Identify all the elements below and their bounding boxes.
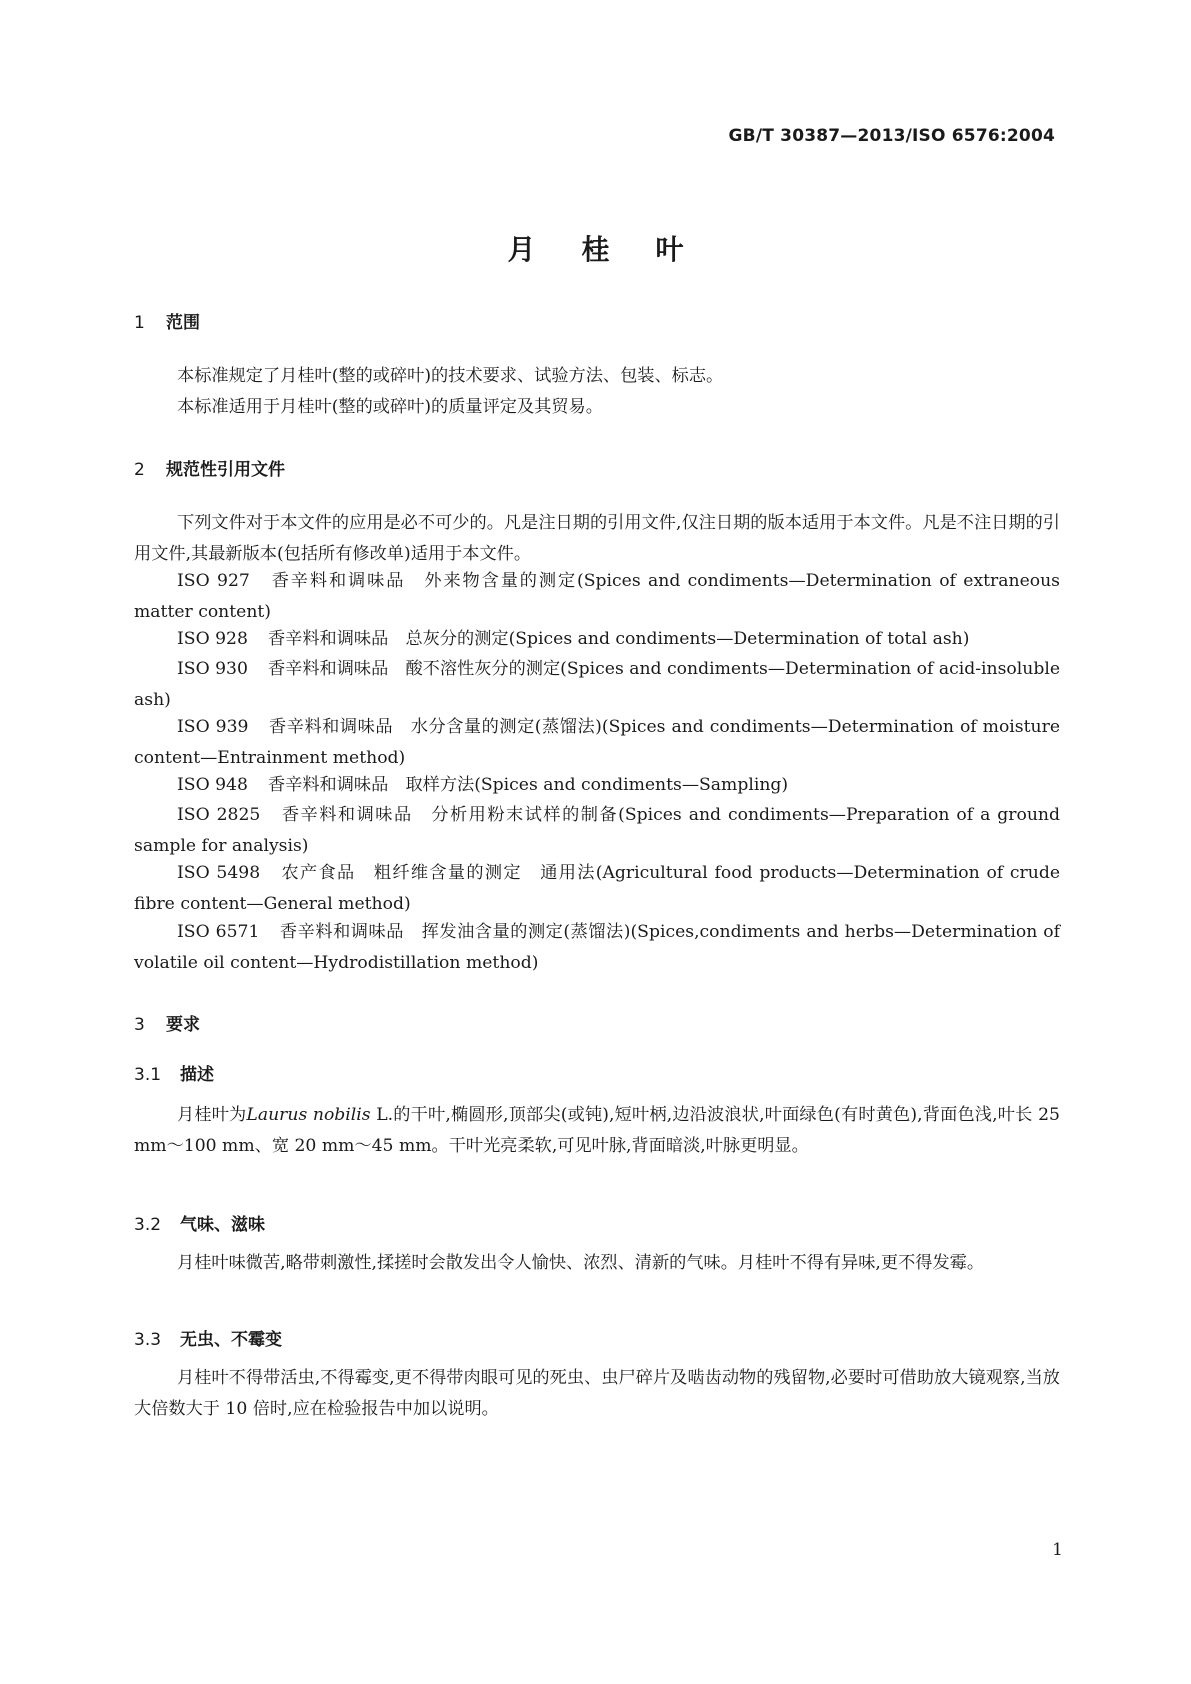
subsection-title: 描述: [180, 1065, 214, 1085]
section-2-heading: [134, 455, 285, 480]
subsection-3-1-heading: [134, 1060, 214, 1085]
section-title: 范围: [166, 313, 200, 333]
reference-text: 香辛料和调味品 挥发油含量的测定(蒸馏法)(Spices,condiments and herbs—Determination of volatile oil content—Hydrodistillation method): [134, 922, 1060, 973]
document-title: 月桂叶: [507, 233, 730, 266]
section-number: 1: [134, 313, 145, 333]
references-intro: 下列文件对于本文件的应用是必不可少的。凡是注日期的引用文件,仅注日期的版本适用于本文件。凡是不注日期的引用文件,其最新版本(包括所有修改单)适用于本文件。: [134, 513, 1060, 564]
reference-code: ISO 5498: [177, 863, 261, 883]
reference-item: [134, 654, 1060, 716]
reference-text: 香辛料和调味品 酸不溶性灰分的测定(Spices and condiments—Determination of acid-insoluble ash): [134, 659, 1060, 710]
subsection-number: 3.3: [134, 1330, 162, 1350]
reference-text: 香辛料和调味品 分析用粉末试样的制备(Spices and condiments—Preparation of a ground sample for analysis): [134, 805, 1060, 856]
latin-name: Laurus nobilis: [246, 1105, 371, 1125]
reference-text: 香辛料和调味品 取样方法(Spices and condiments—Sampling): [267, 775, 789, 795]
pest-free-paragraph: 月桂叶不得带活虫,不得霉变,更不得带肉眼可见的死虫、虫尸碎片及啮齿动物的残留物,必要时可借助放大镜观察,当放大倍数大于 10 倍时,应在检验报告中加以说明。: [134, 1368, 1060, 1419]
reference-item: [134, 800, 1060, 862]
subsection-title: 气味、滋味: [180, 1215, 265, 1235]
section-title: 要求: [166, 1015, 200, 1035]
subsection-number: 3.1: [134, 1065, 162, 1085]
scope-paragraph-2: 本标准适用于月桂叶(整的或碎叶)的质量评定及其贸易。: [177, 397, 603, 417]
reference-text: 香辛料和调味品 总灰分的测定(Spices and condiments—Determination of total ash): [267, 629, 970, 649]
page-number: 1: [1052, 1540, 1063, 1560]
reference-item: [134, 770, 1060, 801]
section-1-heading: [134, 308, 200, 333]
reference-text: 香辛料和调味品 外来物含量的测定(Spices and condiments—Determination of extraneous matter content): [134, 571, 1060, 622]
section-number: 3: [134, 1015, 145, 1035]
subsection-3-2-heading: [134, 1210, 265, 1235]
reference-item: [134, 858, 1060, 920]
section-number: 2: [134, 460, 145, 480]
description-paragraph: [134, 1100, 1060, 1162]
reference-code: ISO 930: [177, 659, 248, 679]
reference-text: 香辛料和调味品 水分含量的测定(蒸馏法)(Spices and condiments—Determination of moisture content—Entrainment method): [134, 717, 1060, 768]
reference-item: [134, 917, 1060, 979]
scope-paragraph-1: 本标准规定了月桂叶(整的或碎叶)的技术要求、试验方法、包装、标志。: [177, 366, 724, 386]
reference-text: 农产食品 粗纤维含量的测定 通用法(Agricultural food products—Determination of crude fibre content—General method): [134, 863, 1061, 914]
reference-code: ISO 6571: [177, 922, 260, 942]
description-text-rest: L.的干叶,椭圆形,顶部尖(或钝),短叶柄,边沿波浪状,叶面绿色(有时黄色),背面色浅,叶长 25 mm～100 mm、宽 20 mm～45 mm。干叶光亮柔软,可见叶脉,背面暗淡,叶脉更明显。: [134, 1105, 1060, 1156]
reference-code: ISO 928: [177, 629, 248, 649]
reference-item: [134, 712, 1060, 774]
section-title: 规范性引用文件: [166, 460, 285, 480]
reference-code: ISO 939: [177, 717, 249, 737]
reference-item: [134, 624, 1060, 655]
subsection-number: 3.2: [134, 1215, 162, 1235]
reference-code: ISO 2825: [177, 805, 261, 825]
description-text-start: 月桂叶为: [177, 1105, 247, 1125]
standard-code: GB/T 30387—2013/ISO 6576:2004: [728, 126, 1055, 146]
reference-item: [134, 566, 1060, 628]
reference-code: ISO 927: [177, 571, 250, 591]
reference-code: ISO 948: [177, 775, 248, 795]
subsection-3-3-heading: [134, 1325, 282, 1350]
subsection-title: 无虫、不霉变: [180, 1330, 282, 1350]
odor-taste-paragraph: 月桂叶味微苦,略带刺激性,揉搓时会散发出令人愉快、浓烈、清新的气味。月桂叶不得有异味,更不得发霉。: [177, 1253, 985, 1273]
section-3-heading: [134, 1010, 200, 1035]
